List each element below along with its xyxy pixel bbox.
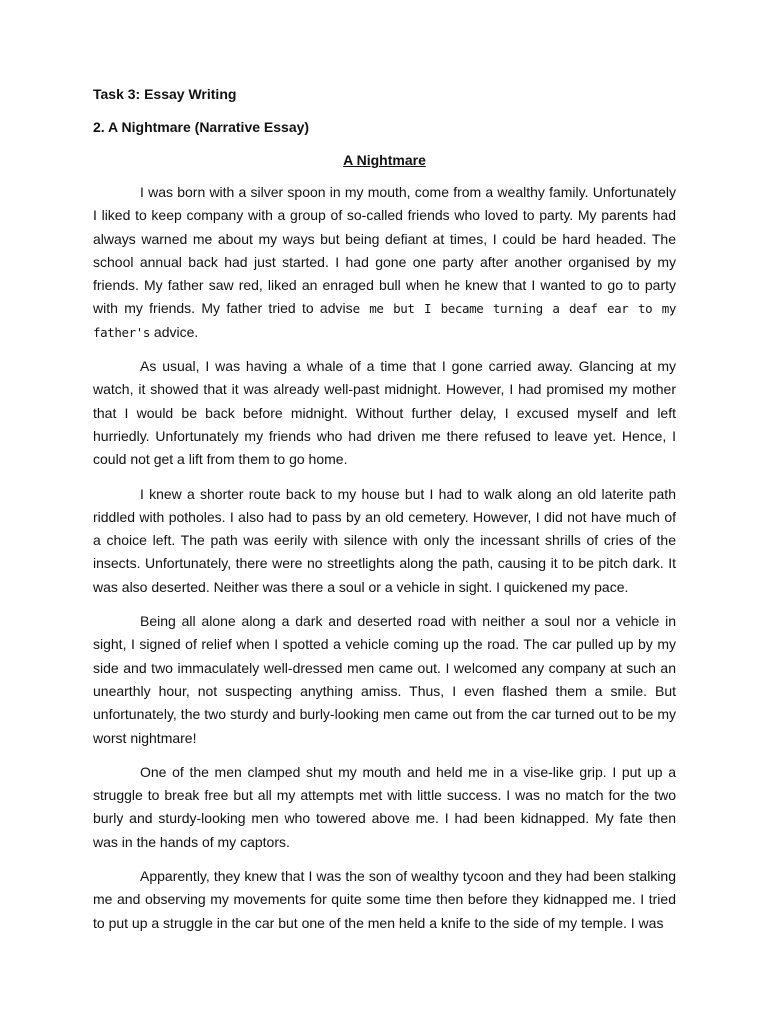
paragraph-2: As usual, I was having a whale of a time that I gone carried away. Glancing at my watch, it showed that it was already well-past midnight. However, I had promised my mother that I would be back before midnight. Without further delay, I excused myself and left hurriedly. Unfortunately my friends who had driven me there refused to leave yet. Hence, I could not get a lift from them to go home.: [93, 358, 676, 468]
paragraph-1-text: I was born with a silver spoon in my mouth, come from a wealthy family. Unfortunately I liked to keep company with a group of so-called friends who loved to party. My parents had always warned me about my ways but being defiant at times, I could be hard headed. The school annual back had just started. I had gone one party after another organised by my friends. My father saw red, liked an enraged bull when he knew that I wanted to go to party with my friends. My father tried to advis: [93, 184, 676, 317]
paragraph-4: Being all alone along a dark and deserted road with neither a soul nor a vehicle in sight, I signed of relief when I spotted a vehicle coming up the road. The car pulled up by my side and two immaculately well-dressed men came out. I welcomed any company at such an unearthly hour, not suspecting anything amiss. Thus, I even flashed them a smile. But unfortunately, the two sturdy and burly-looking men came out from the car turned out to be my worst nightmare!: [93, 613, 676, 746]
paragraph-3: I knew a shorter route back to my house but I had to walk along an old laterite path riddled with potholes. I also had to pass by an old cemetery. However, I did not have much of a choice left. The path was eerily with silence with only the incessant shrills of cries of the insects. Unfortunately, there were no streetlights along the path, causing it to be pitch dark. It was also deserted. Neither was there a soul or a vehicle in sight. I quickened my pace.: [93, 485, 676, 595]
paragraph-1: [93, 181, 676, 344]
paragraph-1-mono-text: e me but I became turning a deaf ear to my father's: [93, 301, 676, 340]
essay-title: A Nightmare: [343, 152, 426, 168]
paragraph-6: Apparently, they knew that I was the son of wealthy tycoon and they had been stalking me and observing my movements for quite some time then before they kidnapped me. I tried to put up a struggle in the car but one of the men held a knife to the side of my temple. I was: [93, 868, 676, 931]
document-body: [93, 84, 676, 946]
paragraph-1-tail: advice.: [150, 323, 199, 340]
section-heading: 2. A Nightmare (Narrative Essay): [93, 119, 310, 135]
task-heading: Task 3: Essay Writing: [93, 86, 237, 102]
paragraph-5: One of the men clamped shut my mouth and held me in a vise-like grip. I put up a struggle to break free but all my attempts met with little success. I was no match for the two burly and sturdy-looking men who towered above me. I had been kidnapped. My fate then was in the hands of my captors.: [93, 763, 676, 850]
